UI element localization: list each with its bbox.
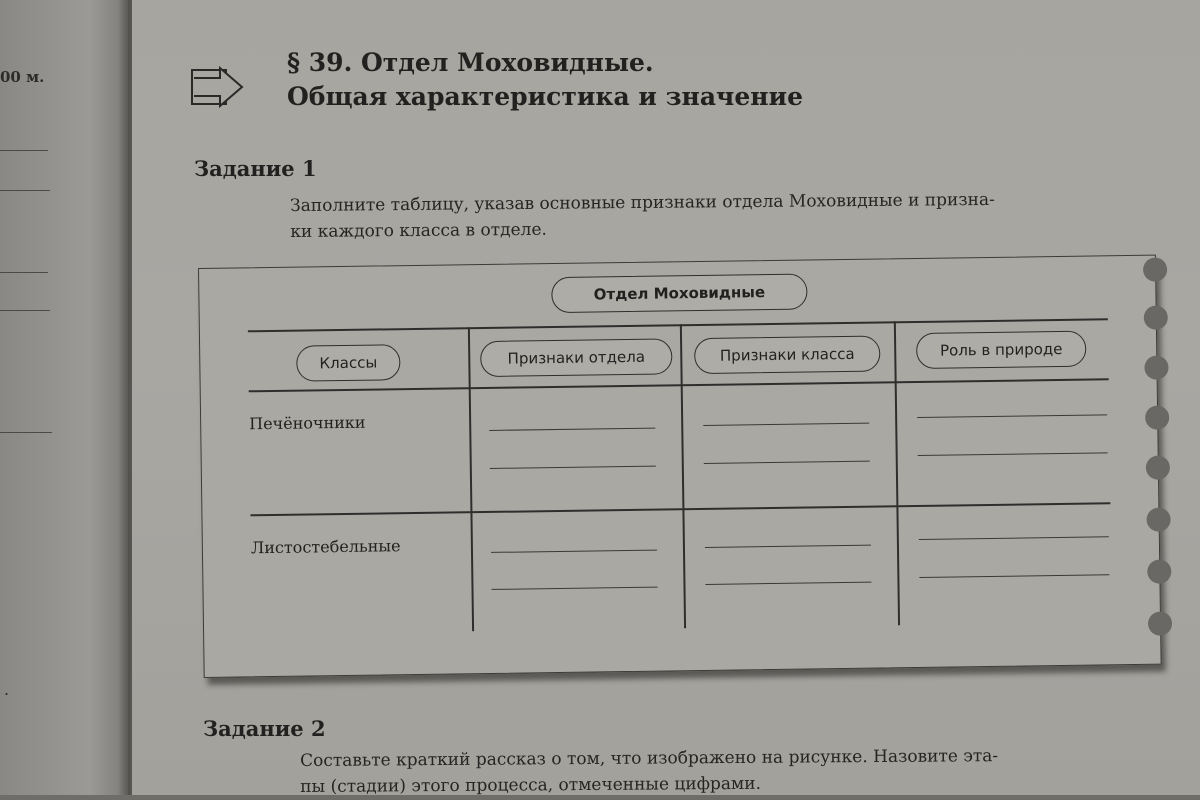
column-header-role-in-nature: Роль в природе (916, 331, 1086, 369)
column-header-division-traits: Признаки отдела (480, 338, 672, 377)
table-column-divider (894, 321, 900, 625)
column-header-classes: Классы (296, 344, 400, 381)
section-title (287, 46, 803, 114)
task2-text-line1: Составьте краткий рассказ о том, что изображено на рисунке. Назовите эта- (300, 746, 999, 771)
table-column-divider (680, 324, 686, 628)
table-rule (248, 318, 1108, 332)
left-page-fragment: 00 м. (0, 68, 45, 86)
section-title-line1: § 39. Отдел Моховидные. (287, 48, 654, 77)
left-page-rule (0, 190, 50, 191)
section-title-line2: Общая характеристика и значение (287, 82, 803, 111)
answer-blank[interactable] (703, 423, 869, 426)
answer-blank[interactable] (490, 466, 656, 469)
task2-instructions (300, 743, 998, 800)
fill-in-table (198, 255, 1162, 678)
left-page-rule (0, 310, 50, 311)
table-column-divider (468, 327, 474, 631)
answer-blank[interactable] (919, 574, 1109, 578)
left-page-rule (0, 272, 48, 273)
answer-blank[interactable] (917, 414, 1107, 418)
task1-instructions (290, 187, 995, 245)
left-facing-page (0, 0, 128, 795)
table-header-pill: Отдел Моховидные (551, 273, 807, 313)
row-label-leafy-mosses: Листостебельные (250, 536, 401, 558)
answer-blank[interactable] (919, 536, 1109, 540)
answer-blank[interactable] (705, 582, 871, 585)
answer-blank[interactable] (489, 428, 655, 431)
task2-heading: Задание 2 (203, 716, 326, 741)
answer-blank[interactable] (492, 587, 658, 590)
column-header-class-traits: Признаки класса (694, 335, 880, 374)
answer-blank[interactable] (918, 452, 1108, 456)
arrow-right-icon (190, 58, 246, 116)
answer-blank[interactable] (704, 461, 870, 464)
answer-blank[interactable] (705, 545, 871, 548)
table-rule (250, 502, 1110, 516)
task2-text-line2: пы (стадии) этого процесса, отмеченные цифрами. (300, 773, 762, 797)
left-page-rule (0, 150, 48, 151)
task1-heading: Задание 1 (194, 156, 317, 181)
task1-text-line2: ки каждого класса в отделе. (290, 219, 547, 242)
left-page-rule (0, 432, 52, 433)
answer-blank[interactable] (491, 550, 657, 553)
left-page-dot: . (4, 680, 10, 699)
row-label-liverworts: Печёночники (249, 412, 366, 434)
task1-text-line1: Заполните таблицу, указав основные признаки отдела Моховидные и призна- (290, 189, 995, 216)
